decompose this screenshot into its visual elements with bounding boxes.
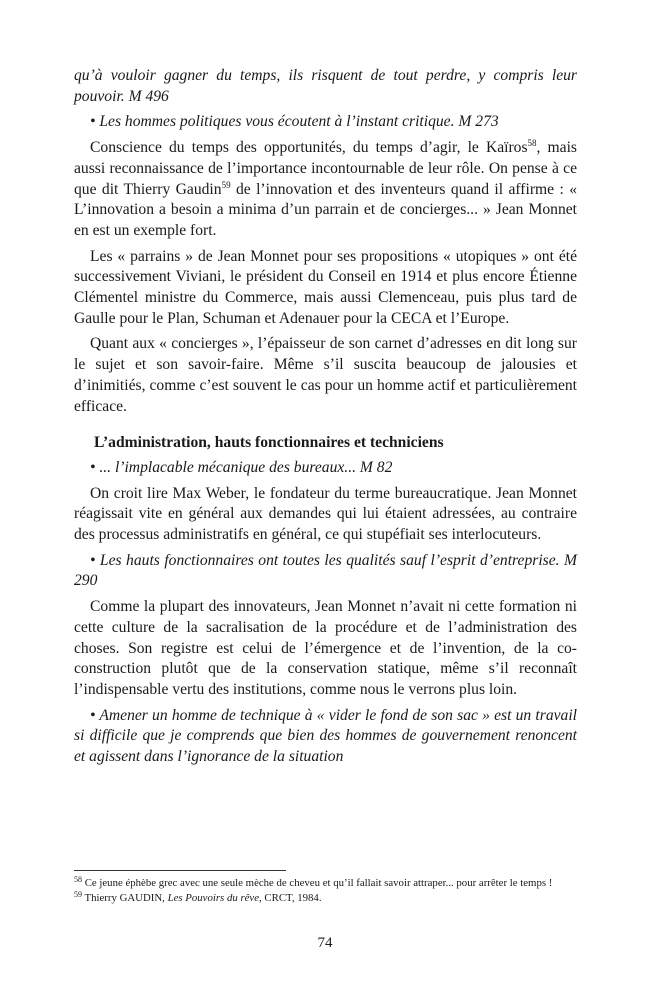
main-text bbox=[74, 66, 577, 768]
paragraph-kairos-part-a: Conscience du temps des opportunités, du temps d’agir, le Kaïros bbox=[90, 139, 528, 157]
paragraph-kairos bbox=[74, 138, 577, 242]
footnote-58 bbox=[74, 876, 577, 891]
footnote-divider bbox=[74, 870, 286, 871]
paragraph-concierges: Quant aux « concierges », l’épaisseur de son carnet d’adresses en dit long sur le sujet et son savoir-faire. Même s’il suscita beaucoup de jalousies et d’inimitiés, comme c’est souvent le cas pour un homme actif et particulièrement efficace. bbox=[74, 335, 577, 415]
footnote-59-number: 59 bbox=[74, 889, 82, 899]
paragraph-parrains: Les « parrains » de Jean Monnet pour ses propositions « utopiques » ont été successivement Viviani, le président du Conseil en 1914 et plus encore Étienne Clémentel ministre du Commerce, mais aussi Clemenceau, puis plus tard de Gaulle pour le Plan, Schuman et Adenauer pour la CECA et l’Europe. bbox=[74, 247, 577, 327]
paragraph-kairos-part-c: de l’innovation et des inventeurs quand il affirme : « L’innovation a besoin a minima d’un parrain et de concierges... » Jean Monnet en est un exemple fort. bbox=[74, 180, 577, 239]
paragraph-weber: On croit lire Max Weber, le fondateur du terme bureaucratique. Jean Monnet réagissait vite en général aux demandes qui lui étaient adressées, au contraire des processus administratifs en général, ce qui stupéfiait ses interlocuteurs. bbox=[74, 484, 577, 544]
footnote-ref-59[interactable]: 59 bbox=[221, 179, 231, 190]
footnote-59-title: Les Pouvoirs du rêve bbox=[167, 891, 260, 904]
quote-homme-de-technique: • Amener un homme de technique à « vider le fond de son sac » est un travail si difficile que je comprends que bien des hommes de gouvernement renoncent et agissent dans l’ignorance de la situation bbox=[74, 706, 577, 766]
quote-politicians: • Les hommes politiques vous écoutent à l’instant critique. M 273 bbox=[90, 113, 499, 131]
quote-bureaux: • ... l’implacable mécanique des bureaux... M 82 bbox=[90, 458, 393, 476]
quote-hauts-fonctionnaires: • Les hauts fonctionnaires ont toutes les qualités sauf l’esprit d’entreprise. M 290 bbox=[74, 551, 577, 590]
paragraph-kairos-part-b: , mais aussi reconnaissance de l’importance incontournable de leur rôle. On pense à ce que dit Thierry Gaudin bbox=[74, 139, 577, 198]
paragraph-innovateurs: Comme la plupart des innovateurs, Jean Monnet n’avait ni cette formation ni cette culture de la sacralisation de la procédure et de l’administration des choses. Son registre est celui de l’émergence et de l’invention, de la co-construction plutôt que de la conservation statique, même s’il reconnaît l’indispensable vertu des institutions, comme nous le verrons plus loin. bbox=[74, 598, 577, 698]
page-number: 74 bbox=[317, 935, 333, 951]
footnote-59-author: Thierry GAUDIN, bbox=[82, 891, 168, 904]
footnote-59-publisher: , CRCT, 1984. bbox=[259, 891, 322, 904]
footnote-59 bbox=[74, 891, 577, 906]
paragraph-continuation-quote: qu’à vouloir gagner du temps, ils risquent de tout perdre, y compris leur pouvoir. M 496 bbox=[74, 67, 577, 105]
footnote-58-text: Ce jeune éphèbe grec avec une seule mèche de cheveu et qu’il fallait savoir attraper... pour arrêter le temps ! bbox=[82, 877, 553, 889]
footnotes bbox=[74, 876, 577, 905]
section-heading: L’administration, hauts fonctionnaires et techniciens bbox=[94, 434, 444, 452]
footnote-ref-58[interactable]: 58 bbox=[527, 138, 537, 149]
footnote-58-number: 58 bbox=[74, 875, 82, 884]
